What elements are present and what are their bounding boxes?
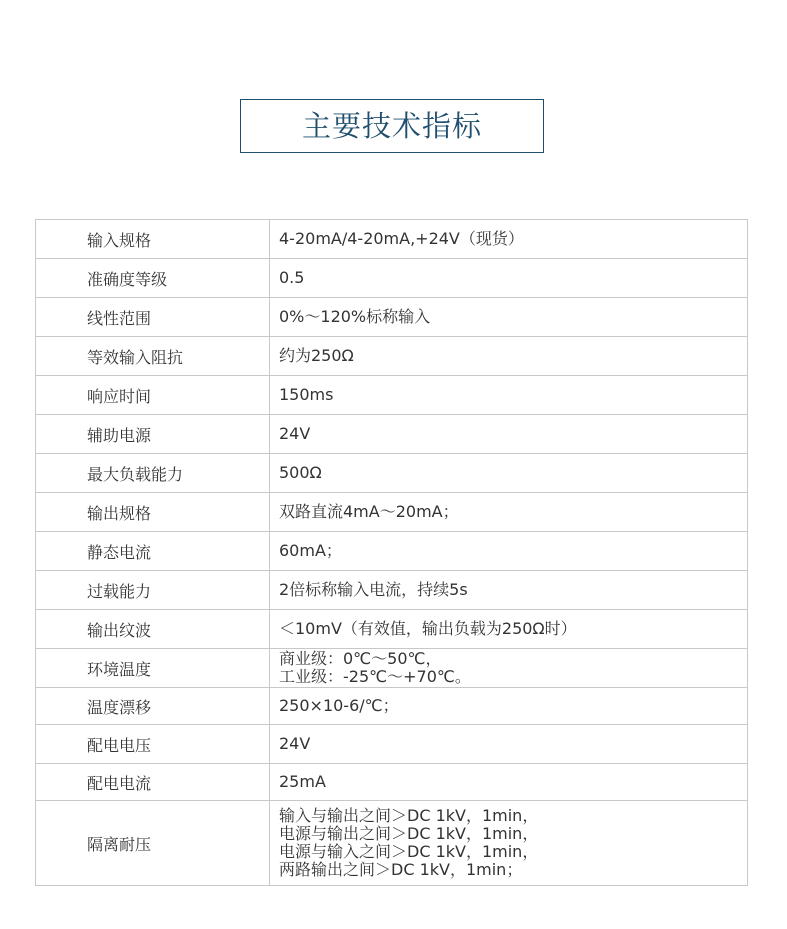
spec-value — [270, 725, 748, 764]
spec-value — [270, 532, 748, 571]
table-row — [36, 454, 748, 493]
spec-value — [270, 220, 748, 259]
spec-value — [270, 415, 748, 454]
spec-label: 温度漂移 — [36, 688, 270, 725]
spec-table — [35, 219, 748, 886]
spec-value — [270, 259, 748, 298]
spec-value — [270, 493, 748, 532]
spec-label: 配电电流 — [36, 764, 270, 801]
spec-value-line: 250×10-6/℃； — [279, 696, 399, 715]
table-row — [36, 801, 748, 886]
spec-label: 配电电压 — [36, 725, 270, 764]
table-row — [36, 259, 748, 298]
spec-value-line: 0.5 — [279, 268, 305, 287]
table-row — [36, 337, 748, 376]
spec-label: 环境温度 — [36, 649, 270, 688]
spec-value-line: 电源与输入之间＞DC 1kV，1min， — [279, 842, 539, 861]
table-row — [36, 649, 748, 688]
spec-value-line: 两路输出之间＞DC 1kV，1min； — [279, 860, 523, 879]
spec-value-line: 24V — [279, 424, 311, 443]
table-row — [36, 415, 748, 454]
spec-value-line: 4-20mA/4-20mA,+24V（现货） — [279, 229, 524, 248]
spec-value-line: 电源与输出之间＞DC 1kV，1min， — [279, 824, 539, 843]
table-row — [36, 688, 748, 725]
spec-value-line: 输入与输出之间＞DC 1kV，1min， — [279, 806, 539, 825]
spec-value-line: 商业级：0℃～50℃， — [279, 649, 442, 668]
spec-value-line: ＜10mV（有效值，输出负载为250Ω时） — [279, 619, 577, 638]
table-row — [36, 220, 748, 259]
spec-value — [270, 688, 748, 725]
table-row — [36, 493, 748, 532]
spec-label: 过载能力 — [36, 571, 270, 610]
spec-value — [270, 376, 748, 415]
table-row — [36, 532, 748, 571]
spec-value-line: 60mA； — [279, 541, 342, 560]
spec-label: 准确度等级 — [36, 259, 270, 298]
spec-value-line: 约为250Ω — [279, 346, 354, 365]
spec-label: 输出规格 — [36, 493, 270, 532]
spec-value-line: 150ms — [279, 385, 334, 404]
spec-value — [270, 801, 748, 886]
spec-label: 辅助电源 — [36, 415, 270, 454]
table-row — [36, 571, 748, 610]
spec-value — [270, 764, 748, 801]
spec-value-line: 工业级：-25℃～+70℃。 — [279, 667, 471, 686]
spec-value-line: 2倍标称输入电流，持续5s — [279, 580, 468, 599]
spec-label: 等效输入阻抗 — [36, 337, 270, 376]
spec-label: 输出纹波 — [36, 610, 270, 649]
spec-label: 静态电流 — [36, 532, 270, 571]
spec-value-line: 25mA — [279, 772, 326, 791]
title-box — [240, 99, 544, 153]
spec-value — [270, 649, 748, 688]
spec-label: 线性范围 — [36, 298, 270, 337]
spec-label: 隔离耐压 — [36, 801, 270, 886]
spec-value-line: 0%～120%标称输入 — [279, 307, 431, 326]
spec-label: 输入规格 — [36, 220, 270, 259]
spec-value — [270, 571, 748, 610]
spec-value — [270, 610, 748, 649]
table-row — [36, 725, 748, 764]
spec-value-line: 双路直流4mA～20mA； — [279, 502, 459, 521]
spec-value — [270, 454, 748, 493]
table-row — [36, 764, 748, 801]
table-row — [36, 298, 748, 337]
table-row — [36, 376, 748, 415]
spec-value-line: 500Ω — [279, 463, 322, 482]
spec-value — [270, 298, 748, 337]
spec-value-line: 24V — [279, 734, 311, 753]
page-title: 主要技术指标 — [301, 108, 482, 143]
spec-label: 最大负载能力 — [36, 454, 270, 493]
spec-value — [270, 337, 748, 376]
table-row — [36, 610, 748, 649]
spec-table-body — [36, 220, 748, 886]
spec-label: 响应时间 — [36, 376, 270, 415]
